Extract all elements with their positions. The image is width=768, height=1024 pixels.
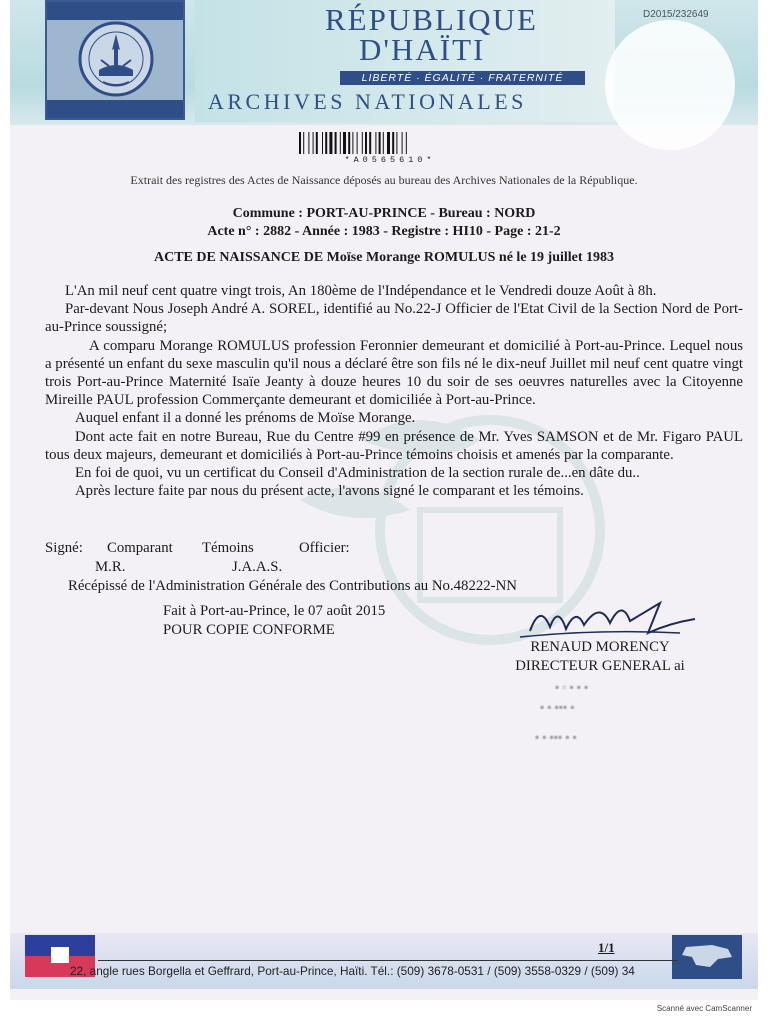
document-sheet bbox=[10, 0, 758, 1000]
barcode-icon bbox=[299, 132, 474, 154]
signed-label: Signé: bbox=[45, 540, 83, 556]
officier-label: Officier: bbox=[299, 540, 350, 556]
recepisse-line: Récépissé de l'Administration Générale des Contributions au No.48222-NN bbox=[68, 578, 517, 594]
institution-name: ARCHIVES NATIONALES bbox=[208, 89, 527, 114]
birth-certificate-heading: ACTE DE NAISSANCE DE Moïse Morange ROMULUS né le 19 juillet 1983 bbox=[153, 250, 615, 265]
paragraph-date: L'An mil neuf cent quatre vingt trois, An 180ème de l'Indépendance et le Vendredi douze Août à 8h. bbox=[65, 283, 657, 299]
director-name: RENAUD MORENCY bbox=[530, 639, 670, 655]
haiti-map-icon bbox=[672, 935, 742, 979]
scanner-note: Scanné avec CamScanner bbox=[656, 1004, 752, 1013]
director-title: DIRECTEUR GENERAL ai bbox=[515, 658, 685, 674]
temoins-label: Témoins bbox=[202, 540, 254, 556]
paragraph-declaration: A comparu Morange ROMULUS profession Feronnier demeurant et domicilié à Port-au-Prince. Lequel nous a présenté un enfant du sexe masculin qu'il nous a déclaré être son fils né le dix-neuf Juillet mil neuf cent quatre vingt trois Port-au-Prince Maternité Isaïe Jeanty à douze heures 10 du soir de ses oeuvres naturelles avec la Citoyenne Mireille PAUL profession Commerçante demeurant et domiciliée à Port-au-Prince. bbox=[45, 337, 743, 409]
temoins-initials: J.A.A.S. bbox=[232, 559, 283, 575]
director-block bbox=[495, 638, 705, 676]
footer-address: 22, angle rues Borgella et Geffrard, Port-au-Prince, Haïti. Tél.: (509) 3678-0531 / (509) 3558-0329 / (509) 34 bbox=[70, 964, 635, 978]
place-date: Fait à Port-au-Prince, le 07 août 2015 bbox=[163, 603, 386, 619]
document-reference: D2015/232649 bbox=[643, 9, 709, 20]
comparant-label: Comparant bbox=[107, 540, 173, 556]
copy-note: POUR COPIE CONFORME bbox=[163, 622, 335, 638]
extract-line: Extrait des registres des Actes de Naissance déposés au bureau des Archives Nationales de la République. bbox=[130, 173, 638, 187]
paragraph-certificate: En foi de quoi, vu un certificat du Conseil d'Administration de la section rurale de...en dâte du.. bbox=[75, 465, 640, 482]
stamp-area bbox=[605, 20, 735, 150]
country-title-line1: RÉPUBLIQUE bbox=[325, 2, 538, 37]
paragraph-witnesses: Dont acte fait en notre Bureau, Rue du Centre #99 en présence de Mr. Yves SAMSON et de Mr. Figaro PAUL tous deux majeurs, demeurant et domiciliés à Port-au-Prince témoins choisis et amenés par la comparante. bbox=[45, 428, 743, 463]
comparant-initials: M.R. bbox=[95, 559, 126, 575]
national-motto: LIBERTÉ · ÉGALITÉ · FRATERNITÉ bbox=[340, 71, 585, 85]
barcode-number: *A0565610* bbox=[344, 155, 436, 165]
stamp-smudge: ▪ ▪ ▪▪▪ ▪ bbox=[540, 700, 575, 714]
seal-bottom-stripe bbox=[47, 100, 183, 118]
country-title-line2: D'HAÏTI bbox=[359, 32, 486, 67]
footer-band bbox=[10, 933, 758, 989]
paragraph-names: Auquel enfant il a donné les prénoms de Moïse Morange. bbox=[75, 410, 416, 427]
seal-top-stripe bbox=[47, 2, 183, 20]
coat-of-arms-icon bbox=[77, 20, 155, 98]
coat-of-arms-panel bbox=[45, 0, 185, 120]
page-number: 1/1 bbox=[598, 940, 615, 955]
certificate-body bbox=[45, 282, 743, 500]
acte-line: Acte n° : 2882 - Année : 1983 - Registre : HI10 - Page : 21-2 bbox=[207, 224, 561, 239]
paragraph-officer: Par-devant Nous Joseph André A. SOREL, identifié au No.22-J Officier de l'Etat Civil de la Section Nord de Port-au-Prince soussigné; bbox=[45, 301, 743, 336]
place-date-block bbox=[163, 602, 385, 640]
footer-rule bbox=[98, 960, 678, 961]
commune-line: Commune : PORT-AU-PRINCE - Bureau : NORD bbox=[232, 206, 536, 221]
stamp-smudge: ▪ ▫ ▪ ▪ ▪ bbox=[555, 680, 589, 694]
paragraph-reading: Après lecture faite par nous du présent acte, l'avons signé le comparant et les témoins. bbox=[75, 483, 584, 500]
stamp-smudge: ▪ ▪ ▪▪▪ ▪ ▪ bbox=[535, 730, 577, 744]
